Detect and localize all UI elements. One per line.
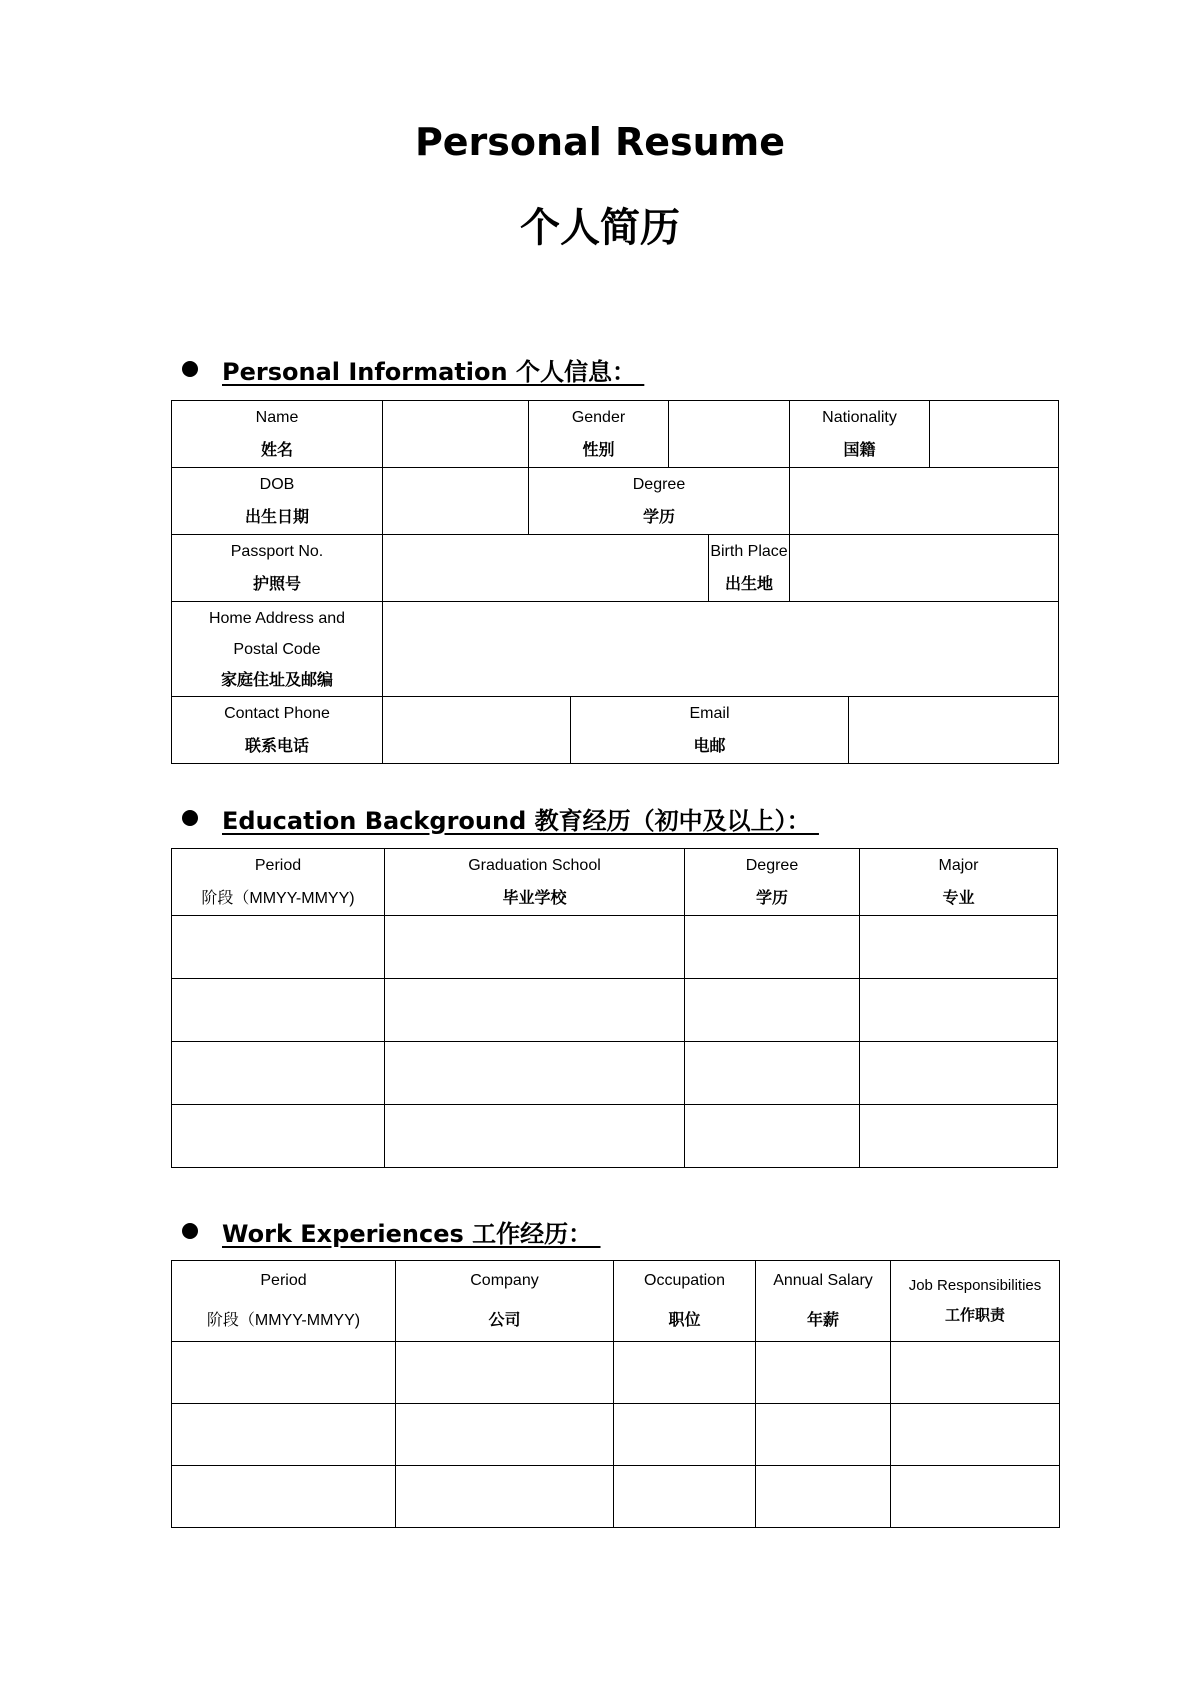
document-title-zh: 个人简历 <box>520 205 680 251</box>
edu-period-cell[interactable] <box>172 1042 385 1105</box>
work-occupation-cell[interactable] <box>614 1342 756 1404</box>
address-field[interactable] <box>383 602 1059 697</box>
edu-major-cell[interactable] <box>860 1042 1058 1105</box>
edu-col-school: Graduation School 毕业学校 <box>385 849 685 916</box>
table-row <box>172 1105 1058 1168</box>
table-row <box>172 1466 1060 1528</box>
nationality-label: Nationality 国籍 <box>790 401 930 468</box>
education-heading <box>182 800 819 836</box>
passport-field[interactable] <box>383 535 709 602</box>
edu-col-period: Period 阶段（MMYY-MMYY) <box>172 849 385 916</box>
work-company-cell[interactable] <box>396 1342 614 1404</box>
degree-field[interactable] <box>790 468 1059 535</box>
work-occupation-cell[interactable] <box>614 1404 756 1466</box>
personal-info-table <box>171 400 1059 764</box>
edu-major-cell[interactable] <box>860 979 1058 1042</box>
education-table <box>171 848 1058 1168</box>
work-col-occupation: Occupation 职位 <box>614 1261 756 1342</box>
birth-place-field[interactable] <box>790 535 1059 602</box>
gender-label: Gender 性别 <box>529 401 669 468</box>
education-heading-label: Education Background 教育经历（初中及以上）： <box>222 806 819 835</box>
edu-major-cell[interactable] <box>860 916 1058 979</box>
work-heading-label: Work Experiences 工作经历： <box>222 1219 601 1248</box>
name-field[interactable] <box>383 401 529 468</box>
work-occupation-cell[interactable] <box>614 1466 756 1528</box>
gender-field[interactable] <box>669 401 790 468</box>
work-heading <box>182 1213 601 1249</box>
dob-field[interactable] <box>383 468 529 535</box>
edu-school-cell[interactable] <box>385 1105 685 1168</box>
work-company-cell[interactable] <box>396 1404 614 1466</box>
work-period-cell[interactable] <box>172 1404 396 1466</box>
edu-degree-cell[interactable] <box>685 1105 860 1168</box>
work-period-cell[interactable] <box>172 1342 396 1404</box>
work-col-period: Period 阶段（MMYY-MMYY) <box>172 1261 396 1342</box>
edu-period-cell[interactable] <box>172 979 385 1042</box>
work-salary-cell[interactable] <box>756 1466 891 1528</box>
degree-label: Degree 学历 <box>529 468 790 535</box>
edu-col-major: Major 专业 <box>860 849 1058 916</box>
nationality-field[interactable] <box>930 401 1059 468</box>
name-label: Name 姓名 <box>172 401 383 468</box>
edu-school-cell[interactable] <box>385 979 685 1042</box>
edu-major-cell[interactable] <box>860 1105 1058 1168</box>
edu-col-degree: Degree 学历 <box>685 849 860 916</box>
work-col-salary: Annual Salary 年薪 <box>756 1261 891 1342</box>
table-row <box>172 979 1058 1042</box>
document-title-en: Personal Resume <box>414 120 786 164</box>
dob-label: DOB 出生日期 <box>172 468 383 535</box>
bullet-icon <box>182 361 198 377</box>
work-responsibilities-cell[interactable] <box>891 1342 1060 1404</box>
work-period-cell[interactable] <box>172 1466 396 1528</box>
email-field[interactable] <box>849 697 1059 764</box>
table-row <box>172 916 1058 979</box>
phone-field[interactable] <box>383 697 571 764</box>
work-table <box>171 1260 1060 1528</box>
edu-degree-cell[interactable] <box>685 916 860 979</box>
table-row <box>172 1342 1060 1404</box>
work-company-cell[interactable] <box>396 1466 614 1528</box>
edu-degree-cell[interactable] <box>685 1042 860 1105</box>
edu-period-cell[interactable] <box>172 916 385 979</box>
bullet-icon <box>182 1223 198 1239</box>
email-label: Email 电邮 <box>571 697 849 764</box>
phone-label: Contact Phone 联系电话 <box>172 697 383 764</box>
edu-period-cell[interactable] <box>172 1105 385 1168</box>
work-col-responsibilities: Job Responsibilities 工作职责 <box>891 1261 1060 1342</box>
edu-school-cell[interactable] <box>385 916 685 979</box>
edu-degree-cell[interactable] <box>685 979 860 1042</box>
personal-info-heading <box>182 351 644 387</box>
bullet-icon <box>182 810 198 826</box>
work-salary-cell[interactable] <box>756 1342 891 1404</box>
work-col-company: Company 公司 <box>396 1261 614 1342</box>
edu-school-cell[interactable] <box>385 1042 685 1105</box>
work-salary-cell[interactable] <box>756 1404 891 1466</box>
birth-place-label: Birth Place 出生地 <box>709 535 790 602</box>
personal-info-heading-label: Personal Information 个人信息： <box>222 357 645 386</box>
work-responsibilities-cell[interactable] <box>891 1404 1060 1466</box>
work-responsibilities-cell[interactable] <box>891 1466 1060 1528</box>
table-row <box>172 1042 1058 1105</box>
address-label: Home Address and Postal Code 家庭住址及邮编 <box>172 602 383 697</box>
table-row <box>172 1404 1060 1466</box>
passport-label: Passport No. 护照号 <box>172 535 383 602</box>
